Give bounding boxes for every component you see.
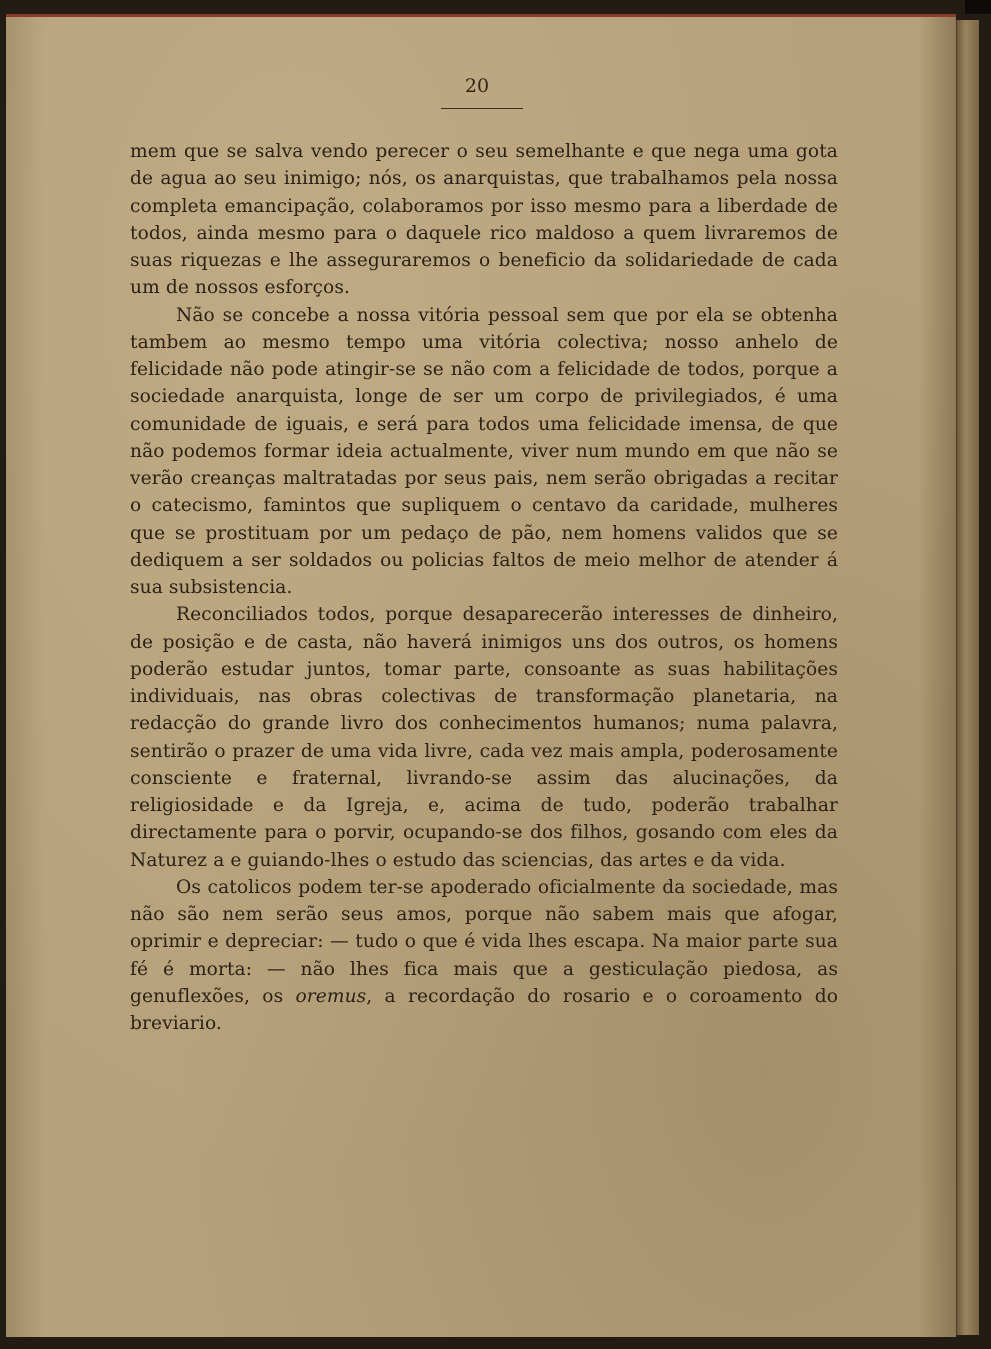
paragraph-3: Reconciliados todos, porque desaparecerão interesses de dinheiro, de posição e de casta, não haverá inimigos uns dos outros, os homens poderão estudar juntos, tomar parte, consoante as suas habilitações individuais, nas obras colectivas de transformação planetaria, na redacção do grande livro dos conhecimentos humanos; numa palavra, sentirão o prazer de uma vida livre, cada vez mais ampla, poderosamente consciente e fraternal, livrando-se assim das alucinações, da religiosidade e da Igreja, e, acima de tudo, poderão trabalhar directamente para o porvir, ocupando-se dos filhos, gosando com eles da Naturez a e guiando-lhes o estudo das sciencias, das artes e da vida. xyxy=(130,604,838,871)
body-text xyxy=(130,138,838,1037)
page-edge xyxy=(956,20,979,1335)
paragraph-1: mem que se salva vendo perecer o seu semelhante e que nega uma gota de agua ao seu inimigo; nós, os anarquistas, que trabalhamos pela nossa completa emancipação, colaboramos por isso mesmo para a liberdade de todos, ainda mesmo para o daquele rico maldoso a quem livraremos de suas riquezas e lhe asseguraremos o beneficio da solidariedade de cada um de nossos esforços. xyxy=(130,141,838,299)
paragraph-4-italic: oremus xyxy=(295,985,367,1007)
paragraph-4-part-2: , a recordação do rosario e o coroamento do breviario. xyxy=(130,985,838,1034)
paragraph-2: Não se concebe a nossa vitória pessoal sem que por ela se obtenha tambem ao mesmo tempo uma vitória colectiva; nosso anhelo de felicidade não pode atingir-se se não com a felicidade de todos, porque a sociedade anarquista, longe de ser um corpo de privilegiados, é uma comunidade de iguais, e será para todos uma felicidade imensa, de que não podemos formar ideia actualmente, viver num mundo em que não se verão creanças maltratadas por seus pais, nem serão obrigadas a recitar o catecismo, famintos que supliquem o centavo da caridade, mulheres que se prostituam por um pedaço de pão, nem homens validos que se dediquem a ser soldados ou policias faltos de meio melhor de atender á sua subsistencia. xyxy=(130,304,838,598)
scan-corner-mark xyxy=(965,0,991,14)
page-number: 20 xyxy=(464,75,490,97)
paragraph-4-part-1: Os catolicos podem ter-se apoderado oficialmente da sociedade, mas não são nem serão seus amos, porque não sabem mais que afogar, oprimir e depreciar: — tudo o que é vida lhes escapa. Na maior parte sua fé é morta: — não lhes fica mais que a gesticulação piedosa, as genuflexões, os xyxy=(130,876,838,1007)
paragraph-4 xyxy=(130,874,838,1038)
page-number-rule xyxy=(441,108,523,109)
